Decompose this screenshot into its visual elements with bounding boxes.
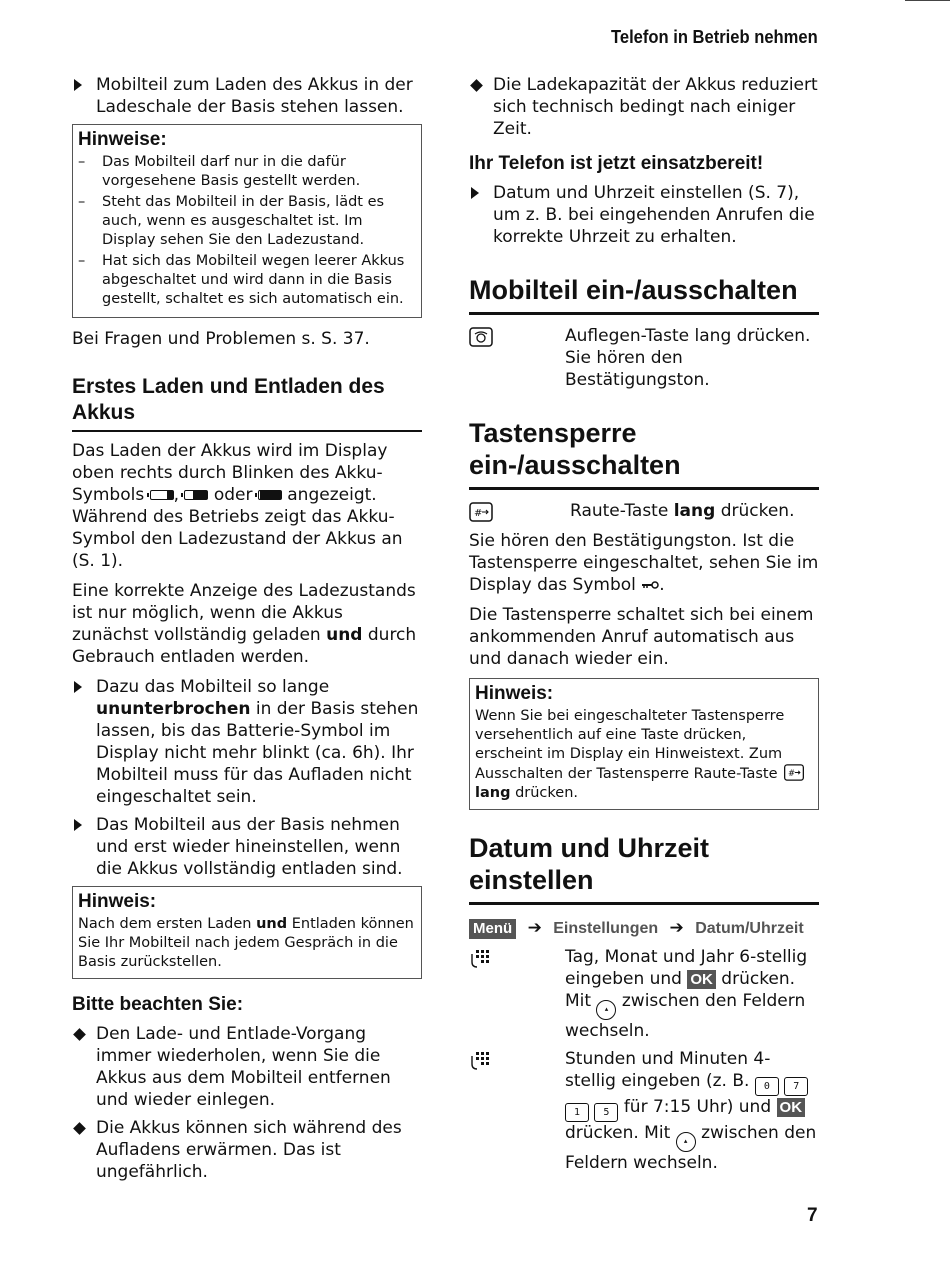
charging-paragraph-1: Das Laden der Akkus wird im Display oben rechts durch Blinken des Akku-Symbols , oder angezeigt. Während des Betriebs zeigt das Akku-Symbol den Ladezustand der Akkus an (S. 1). <box>72 441 403 571</box>
diamond-bullet-icon <box>471 74 487 96</box>
date-step: Tag, Monat und Jahr 6-stellig eingeben und OK drücken. Mit ▴ zwischen den Feldern wechseln. <box>469 946 819 1042</box>
diamond-bullet-icon <box>74 1117 90 1139</box>
battery-half-icon <box>184 490 208 500</box>
notes-box-title: Hinweise: <box>78 129 167 150</box>
digit-key-5: 5 <box>594 1103 618 1122</box>
navigation-key-icon: ▴ <box>676 1132 696 1152</box>
charging-bullet-2: Das Mobilteil aus der Basis nehmen und erst wieder hineinstellen, wenn die Akkus vollständig entladen sind. <box>72 814 422 880</box>
charging-paragraph-2: Eine korrekte Anzeige des Ladezustands ist nur möglich, wenn die Akkus zunächst vollständig geladen und durch Gebrauch entladen werden. <box>72 581 417 667</box>
svg-text:#: # <box>474 508 483 519</box>
hash-key-icon <box>782 766 806 782</box>
ok-key[interactable]: OK <box>687 970 716 989</box>
ok-key[interactable]: OK <box>777 1098 806 1117</box>
keylock-paragraph-2: Die Tastensperre schaltet sich bei einem ankommenden Anruf automatisch aus und danach wieder ein. <box>469 605 814 669</box>
triangle-bullet-icon <box>74 814 90 837</box>
nav-date-time: Datum/Uhrzeit <box>695 920 804 937</box>
notes-item: – Steht das Mobilteil in der Basis, lädt es auch, wenn es ausgeschaltet ist. Im Display sehen Sie den Ladezustand. <box>78 194 385 248</box>
key-lock-symbol-icon <box>641 575 659 595</box>
intro-bullet: Mobilteil zum Laden des Akkus in der Ladeschale der Basis stehen lassen. <box>72 74 422 118</box>
please-note-item: Den Lade- und Entlade-Vorgang immer wiederholen, wenn Sie die Akkus aus dem Mobilteil entfernen und wieder einlegen. <box>72 1023 422 1111</box>
navigation-key-icon: ▴ <box>596 1000 616 1020</box>
menu-navigation-path <box>469 917 819 940</box>
end-call-key-icon <box>469 327 493 353</box>
time-step: Stunden und Minuten 4-stellig eingeben (z. B. 0 7 1 5 für 7:15 Uhr) und OK drücken. Mit ▴ zwischen den Feldern wechseln. <box>469 1048 819 1174</box>
triangle-bullet-icon <box>74 74 90 97</box>
ready-heading: Ihr Telefon ist jetzt einsatzbereit! <box>469 153 764 174</box>
digit-key-7: 7 <box>784 1077 808 1096</box>
digit-key-0: 0 <box>755 1077 779 1096</box>
keylock-paragraph-1: Sie hören den Bestätigungston. Ist die Tastensperre eingeschaltet, sehen Sie im Display das Symbol . <box>469 531 819 595</box>
keypad-icon <box>469 1050 491 1078</box>
right-column <box>469 74 819 1174</box>
hint-box <box>72 886 422 979</box>
date-section-heading: Datum und Uhrzeit einstellen <box>469 832 819 905</box>
digit-key-1: 1 <box>565 1103 589 1122</box>
nav-settings: Einstellungen <box>553 920 659 937</box>
hint-box-text: Nach dem ersten Laden und Entladen können Sie Ihr Mobilteil nach jedem Gespräch in die Basis zurückstellen. <box>78 916 414 970</box>
menu-badge[interactable]: Menü <box>469 919 516 939</box>
notes-item: – Das Mobilteil darf nur in die dafür vorgesehene Basis gestellt werden. <box>78 154 361 189</box>
power-section-heading: Mobilteil ein-/ausschalten <box>469 274 819 315</box>
keylock-hint-title: Hinweis: <box>475 683 554 704</box>
diamond-bullet-icon <box>74 1023 90 1045</box>
battery-empty-icon <box>150 490 174 500</box>
capacity-item: Die Ladekapazität der Akkus reduziert sich technisch bedingt nach einiger Zeit. <box>469 74 819 140</box>
triangle-bullet-icon <box>471 182 487 205</box>
corner-rule <box>905 0 950 1</box>
svg-text:#: # <box>788 768 796 779</box>
notes-item: – Hat sich das Mobilteil wegen leerer Akkus abgeschaltet und wird dann in die Basis gestellt, schaltet es sich automatisch ein. <box>78 253 405 307</box>
keylock-section-heading: Tastensperre ein-/ausschalten <box>469 417 819 490</box>
power-instruction: Auflegen-Taste lang drücken. Sie hören den Bestätigungston. <box>469 325 819 391</box>
hint-box-title: Hinweis: <box>78 891 157 912</box>
charging-bullet-1: Dazu das Mobilteil so lange ununterbrochen in der Basis stehen lassen, bis das Batterie-Symbol im Display nicht mehr blinkt (ca. 6h). Ihr Mobilteil muss für das Aufladen nicht eingeschaltet sein. <box>72 676 422 808</box>
page-number: 7 <box>807 1205 818 1226</box>
arrow-right-icon: ➔ <box>669 918 684 938</box>
notes-box <box>72 124 422 318</box>
keylock-hint-text: Wenn Sie bei eingeschalteter Tastensperre versehentlich auf eine Taste drücken, erscheint im Display ein Hinweistext. Zum Ausschalten der Tastensperre Raute-Taste # lang drücken. <box>475 707 813 803</box>
battery-full-icon <box>258 490 282 500</box>
hash-key-icon <box>469 502 493 528</box>
charging-section-heading: Erstes Laden und Entladen des Akkus <box>72 374 422 432</box>
ready-bullet: Datum und Uhrzeit einstellen (S. 7), um z. B. bei eingehenden Anrufen die korrekte Uhrzeit zu erhalten. <box>469 182 819 248</box>
keylock-hint-box <box>469 678 819 810</box>
please-note-item: Die Akkus können sich während des Aufladens erwärmen. Das ist ungefährlich. <box>72 1117 422 1183</box>
keypad-icon <box>469 948 491 976</box>
arrow-right-icon: ➔ <box>527 918 542 938</box>
running-title: Telefon in Betrieb nehmen <box>611 27 818 47</box>
keylock-instruction: # Raute-Taste lang drücken. <box>469 500 819 522</box>
please-note-heading: Bitte beachten Sie: <box>72 994 244 1015</box>
faq-line: Bei Fragen und Problemen s. S. 37. <box>72 329 370 349</box>
left-column <box>72 74 422 1189</box>
triangle-bullet-icon <box>74 676 90 699</box>
